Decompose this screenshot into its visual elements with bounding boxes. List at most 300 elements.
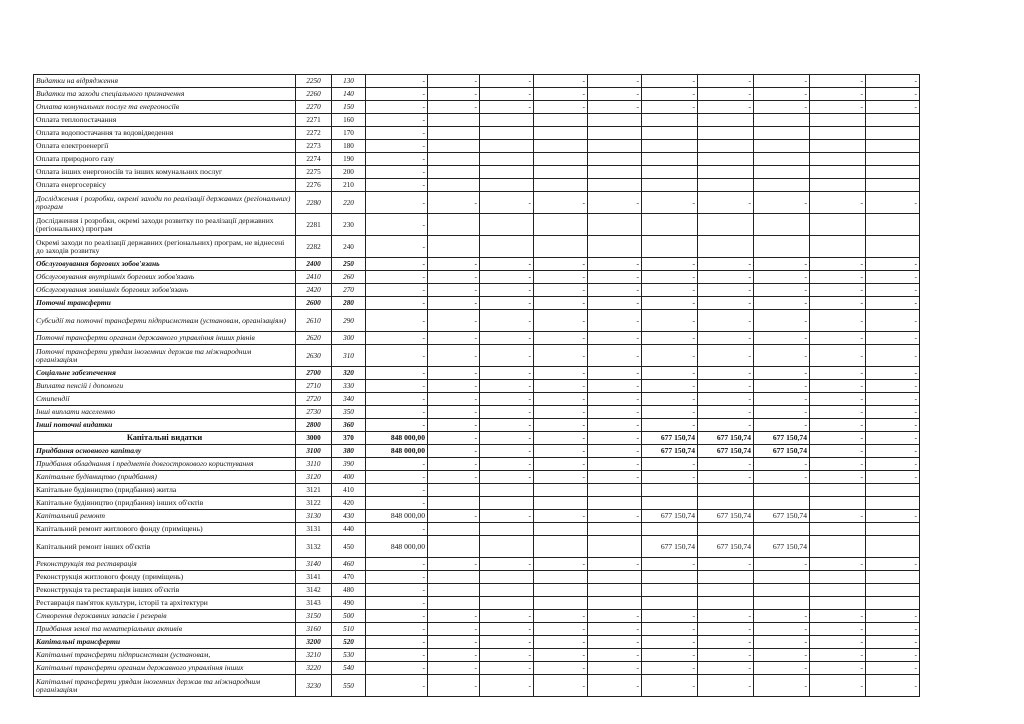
row-value-cell: - <box>754 393 810 406</box>
row-line-number: 480 <box>332 584 366 597</box>
row-value-cell <box>642 571 698 584</box>
row-label: Оплата електроенергії <box>34 140 296 153</box>
row-value-cell: - <box>480 432 534 445</box>
table-row <box>34 297 920 310</box>
row-value-cell: - <box>642 471 698 484</box>
row-value-cell: - <box>642 662 698 675</box>
row-value-cell: - <box>428 662 480 675</box>
row-value-cell: - <box>366 127 428 140</box>
row-value-cell: - <box>428 510 480 523</box>
row-value-cell: - <box>866 297 920 310</box>
row-value-cell: - <box>480 445 534 458</box>
row-value-cell: - <box>428 367 480 380</box>
row-code: 3143 <box>296 597 332 610</box>
table-row <box>34 284 920 297</box>
row-value-cell <box>698 214 754 236</box>
row-value-cell: - <box>480 649 534 662</box>
row-code: 3131 <box>296 523 332 536</box>
row-value-cell <box>588 523 642 536</box>
row-value-cell: - <box>588 393 642 406</box>
table-row <box>34 432 920 445</box>
row-line-number: 370 <box>332 432 366 445</box>
table-row <box>34 558 920 571</box>
row-value-cell <box>698 127 754 140</box>
row-value-cell: - <box>866 675 920 697</box>
row-label: Обслуговування зовнішніх боргових зобов'язань <box>34 284 296 297</box>
row-value-cell: - <box>428 432 480 445</box>
row-value-cell <box>642 523 698 536</box>
row-line-number: 550 <box>332 675 366 697</box>
row-value-cell <box>642 497 698 510</box>
row-value-cell: - <box>698 649 754 662</box>
table-row <box>34 419 920 432</box>
row-label: Капітальний ремонт <box>34 510 296 523</box>
row-label: Виплата пенсій і допомоги <box>34 380 296 393</box>
row-value-cell <box>480 179 534 192</box>
row-value-cell: - <box>366 458 428 471</box>
row-value-cell <box>480 236 534 258</box>
row-value-cell <box>588 236 642 258</box>
row-value-cell: - <box>754 675 810 697</box>
row-line-number: 360 <box>332 419 366 432</box>
row-value-cell: - <box>480 284 534 297</box>
row-value-cell: - <box>754 284 810 297</box>
row-line-number: 490 <box>332 597 366 610</box>
row-value-cell: - <box>698 101 754 114</box>
row-value-cell: - <box>866 380 920 393</box>
row-value-cell: - <box>810 367 866 380</box>
table-row <box>34 571 920 584</box>
row-value-cell <box>810 584 866 597</box>
row-value-cell: - <box>534 367 588 380</box>
row-value-cell: - <box>366 271 428 284</box>
row-line-number: 300 <box>332 332 366 345</box>
row-value-cell: - <box>698 367 754 380</box>
row-value-cell: - <box>588 88 642 101</box>
row-value-cell: - <box>428 101 480 114</box>
row-value-cell: - <box>534 662 588 675</box>
row-value-cell <box>698 597 754 610</box>
row-value-cell: - <box>534 471 588 484</box>
row-value-cell <box>480 214 534 236</box>
row-code: 3132 <box>296 536 332 558</box>
row-value-cell <box>810 179 866 192</box>
row-code: 3200 <box>296 636 332 649</box>
table-row <box>34 127 920 140</box>
table-row <box>34 610 920 623</box>
row-label: Придбання землі та нематеріальних активів <box>34 623 296 636</box>
row-value-cell: - <box>810 471 866 484</box>
row-value-cell <box>642 114 698 127</box>
row-code: 2281 <box>296 214 332 236</box>
row-value-cell: - <box>810 623 866 636</box>
row-value-cell: - <box>642 332 698 345</box>
row-value-cell <box>866 571 920 584</box>
row-value-cell: - <box>366 662 428 675</box>
row-value-cell: - <box>866 393 920 406</box>
row-value-cell <box>754 484 810 497</box>
row-line-number: 190 <box>332 153 366 166</box>
row-value-cell: - <box>642 649 698 662</box>
row-value-cell: - <box>754 662 810 675</box>
row-code: 3210 <box>296 649 332 662</box>
row-value-cell: - <box>866 271 920 284</box>
row-value-cell: - <box>698 345 754 367</box>
row-value-cell <box>754 140 810 153</box>
table-row <box>34 258 920 271</box>
row-code: 2280 <box>296 192 332 214</box>
row-value-cell <box>810 153 866 166</box>
row-value-cell: 848 000,00 <box>366 510 428 523</box>
row-code: 3160 <box>296 623 332 636</box>
row-value-cell <box>810 484 866 497</box>
row-value-cell: - <box>754 258 810 271</box>
table-row <box>34 380 920 393</box>
row-value-cell <box>534 497 588 510</box>
table-row <box>34 458 920 471</box>
table-row <box>34 406 920 419</box>
row-value-cell <box>534 114 588 127</box>
row-value-cell <box>754 523 810 536</box>
row-value-cell: - <box>588 419 642 432</box>
row-value-cell: - <box>534 284 588 297</box>
row-line-number: 430 <box>332 510 366 523</box>
row-value-cell: - <box>698 610 754 623</box>
row-value-cell: - <box>480 192 534 214</box>
row-value-cell: - <box>480 367 534 380</box>
row-value-cell: - <box>810 558 866 571</box>
row-value-cell: - <box>534 88 588 101</box>
row-code: 3110 <box>296 458 332 471</box>
row-value-cell: - <box>810 393 866 406</box>
row-value-cell: - <box>698 258 754 271</box>
row-value-cell <box>810 236 866 258</box>
row-value-cell <box>642 179 698 192</box>
row-value-cell: - <box>428 458 480 471</box>
row-label: Придбання основного капіталу <box>34 445 296 458</box>
row-value-cell: - <box>588 445 642 458</box>
row-value-cell: - <box>534 636 588 649</box>
row-value-cell: - <box>754 367 810 380</box>
row-label: Капітальні трансферти <box>34 636 296 649</box>
row-value-cell: - <box>754 380 810 393</box>
row-value-cell <box>698 114 754 127</box>
row-value-cell: - <box>810 445 866 458</box>
row-value-cell: - <box>810 510 866 523</box>
row-value-cell: - <box>480 332 534 345</box>
row-label: Капітальні трансферти урядам іноземних держав та міжнародним організаціям <box>34 675 296 697</box>
row-value-cell <box>866 523 920 536</box>
row-value-cell: - <box>480 558 534 571</box>
row-line-number: 160 <box>332 114 366 127</box>
row-value-cell: - <box>366 380 428 393</box>
row-line-number: 290 <box>332 310 366 332</box>
row-value-cell: - <box>810 419 866 432</box>
row-value-cell: - <box>480 345 534 367</box>
row-value-cell: - <box>588 75 642 88</box>
row-value-cell <box>480 166 534 179</box>
row-value-cell <box>428 536 480 558</box>
row-line-number: 530 <box>332 649 366 662</box>
row-value-cell: - <box>588 367 642 380</box>
row-line-number: 440 <box>332 523 366 536</box>
row-code: 2420 <box>296 284 332 297</box>
row-label: Соціальне забезпечення <box>34 367 296 380</box>
row-value-cell: - <box>480 297 534 310</box>
table-row <box>34 214 920 236</box>
row-value-cell <box>480 523 534 536</box>
row-line-number: 470 <box>332 571 366 584</box>
row-value-cell: - <box>534 623 588 636</box>
row-value-cell: - <box>866 284 920 297</box>
row-value-cell <box>588 597 642 610</box>
row-value-cell: 677 150,74 <box>698 432 754 445</box>
row-value-cell: - <box>366 406 428 419</box>
row-value-cell: - <box>754 310 810 332</box>
row-code: 2276 <box>296 179 332 192</box>
row-code: 2274 <box>296 153 332 166</box>
row-code: 3142 <box>296 584 332 597</box>
row-value-cell <box>428 236 480 258</box>
row-value-cell: - <box>366 484 428 497</box>
row-value-cell: 677 150,74 <box>642 445 698 458</box>
row-value-cell: - <box>534 101 588 114</box>
row-value-cell: - <box>866 419 920 432</box>
row-value-cell: - <box>366 571 428 584</box>
row-value-cell: - <box>480 662 534 675</box>
row-line-number: 240 <box>332 236 366 258</box>
row-value-cell: - <box>754 610 810 623</box>
row-value-cell: - <box>534 297 588 310</box>
row-value-cell: - <box>866 458 920 471</box>
row-value-cell <box>534 523 588 536</box>
row-value-cell: - <box>754 297 810 310</box>
row-value-cell <box>698 571 754 584</box>
row-value-cell: - <box>810 406 866 419</box>
row-value-cell <box>428 584 480 597</box>
row-code: 2700 <box>296 367 332 380</box>
row-value-cell: - <box>366 393 428 406</box>
row-value-cell <box>480 536 534 558</box>
row-value-cell: - <box>642 419 698 432</box>
row-value-cell: - <box>480 258 534 271</box>
row-value-cell <box>810 597 866 610</box>
row-code: 2620 <box>296 332 332 345</box>
row-code: 3122 <box>296 497 332 510</box>
row-line-number: 510 <box>332 623 366 636</box>
row-value-cell: - <box>642 88 698 101</box>
table-row <box>34 101 920 114</box>
row-value-cell: - <box>366 153 428 166</box>
row-value-cell: - <box>810 458 866 471</box>
row-value-cell <box>534 536 588 558</box>
row-value-cell: - <box>366 140 428 153</box>
row-value-cell: - <box>588 332 642 345</box>
row-value-cell: - <box>698 406 754 419</box>
row-value-cell <box>428 484 480 497</box>
row-value-cell: - <box>366 558 428 571</box>
row-line-number: 380 <box>332 445 366 458</box>
row-value-cell: - <box>428 636 480 649</box>
row-value-cell: - <box>588 345 642 367</box>
row-line-number: 450 <box>332 536 366 558</box>
row-value-cell: - <box>366 284 428 297</box>
row-code: 3220 <box>296 662 332 675</box>
row-label: Поточні трансферти органам державного управління інших рівнів <box>34 332 296 345</box>
row-value-cell <box>754 236 810 258</box>
row-code: 2600 <box>296 297 332 310</box>
row-value-cell: - <box>534 75 588 88</box>
row-value-cell: - <box>480 610 534 623</box>
row-value-cell <box>642 140 698 153</box>
row-line-number: 250 <box>332 258 366 271</box>
row-value-cell: - <box>642 406 698 419</box>
row-label: Стипендії <box>34 393 296 406</box>
row-value-cell: - <box>866 610 920 623</box>
row-value-cell: - <box>642 101 698 114</box>
row-value-cell <box>642 214 698 236</box>
row-label: Обслуговування боргових зобов'язань <box>34 258 296 271</box>
row-value-cell: - <box>642 623 698 636</box>
row-value-cell <box>588 179 642 192</box>
table-row <box>34 75 920 88</box>
row-value-cell <box>866 179 920 192</box>
row-value-cell: - <box>754 636 810 649</box>
row-value-cell: - <box>866 332 920 345</box>
row-value-cell: - <box>588 458 642 471</box>
row-value-cell: - <box>428 192 480 214</box>
row-value-cell: - <box>534 406 588 419</box>
row-value-cell <box>588 584 642 597</box>
row-value-cell: - <box>428 675 480 697</box>
row-value-cell: - <box>480 406 534 419</box>
table-row <box>34 636 920 649</box>
row-value-cell: - <box>754 406 810 419</box>
row-value-cell <box>866 114 920 127</box>
row-value-cell: - <box>534 332 588 345</box>
row-value-cell <box>588 166 642 179</box>
row-value-cell: - <box>366 471 428 484</box>
row-value-cell: - <box>642 380 698 393</box>
row-value-cell <box>428 497 480 510</box>
row-line-number: 170 <box>332 127 366 140</box>
row-value-cell: - <box>698 284 754 297</box>
row-value-cell: - <box>366 345 428 367</box>
row-label: Капітальний ремонт інших об'єктів <box>34 536 296 558</box>
row-code: 2271 <box>296 114 332 127</box>
row-value-cell <box>480 153 534 166</box>
row-value-cell <box>642 484 698 497</box>
row-value-cell: - <box>642 271 698 284</box>
row-value-cell: - <box>754 75 810 88</box>
row-value-cell <box>698 236 754 258</box>
row-value-cell: - <box>810 649 866 662</box>
row-line-number: 340 <box>332 393 366 406</box>
row-value-cell: - <box>754 88 810 101</box>
row-value-cell: - <box>588 471 642 484</box>
row-line-number: 540 <box>332 662 366 675</box>
row-value-cell <box>480 497 534 510</box>
row-value-cell: - <box>366 192 428 214</box>
row-value-cell: - <box>428 297 480 310</box>
row-value-cell: - <box>754 649 810 662</box>
row-value-cell: - <box>480 75 534 88</box>
row-value-cell <box>588 127 642 140</box>
table-row <box>34 393 920 406</box>
row-value-cell: - <box>428 380 480 393</box>
row-value-cell <box>754 114 810 127</box>
table-row <box>34 597 920 610</box>
row-value-cell <box>428 179 480 192</box>
row-code: 2410 <box>296 271 332 284</box>
table-row <box>34 345 920 367</box>
row-value-cell: - <box>866 558 920 571</box>
row-value-cell: - <box>428 406 480 419</box>
row-value-cell <box>428 597 480 610</box>
row-value-cell: - <box>810 332 866 345</box>
row-value-cell: - <box>642 636 698 649</box>
table-row <box>34 536 920 558</box>
table-row <box>34 584 920 597</box>
row-value-cell <box>698 166 754 179</box>
row-value-cell: - <box>810 610 866 623</box>
table-row <box>34 192 920 214</box>
row-value-cell: - <box>366 179 428 192</box>
row-code: 2630 <box>296 345 332 367</box>
row-value-cell: 677 150,74 <box>642 510 698 523</box>
row-line-number: 130 <box>332 75 366 88</box>
row-value-cell <box>754 179 810 192</box>
row-value-cell <box>810 571 866 584</box>
row-value-cell <box>534 584 588 597</box>
row-label: Реконструкція житлового фонду (приміщень) <box>34 571 296 584</box>
row-value-cell <box>642 166 698 179</box>
row-code: 3120 <box>296 471 332 484</box>
row-value-cell: - <box>642 367 698 380</box>
row-value-cell: - <box>642 675 698 697</box>
row-label: Поточні трансферти урядам іноземних держав та міжнародним організаціям <box>34 345 296 367</box>
row-value-cell: - <box>754 345 810 367</box>
row-value-cell <box>534 140 588 153</box>
row-value-cell <box>698 484 754 497</box>
row-value-cell: - <box>642 393 698 406</box>
row-value-cell: - <box>480 510 534 523</box>
row-value-cell <box>428 153 480 166</box>
row-value-cell: 677 150,74 <box>642 432 698 445</box>
row-value-cell: - <box>642 310 698 332</box>
row-value-cell: - <box>534 380 588 393</box>
row-value-cell: - <box>366 584 428 597</box>
row-value-cell <box>428 114 480 127</box>
row-value-cell <box>866 166 920 179</box>
row-value-cell <box>810 140 866 153</box>
table-row <box>34 153 920 166</box>
row-line-number: 500 <box>332 610 366 623</box>
row-value-cell: 677 150,74 <box>754 432 810 445</box>
table-row <box>34 649 920 662</box>
row-value-cell <box>534 153 588 166</box>
row-value-cell: - <box>480 623 534 636</box>
row-value-cell: - <box>698 623 754 636</box>
row-value-cell: - <box>480 393 534 406</box>
row-value-cell: - <box>588 623 642 636</box>
row-value-cell <box>534 484 588 497</box>
row-value-cell: - <box>698 558 754 571</box>
row-value-cell <box>534 571 588 584</box>
row-value-cell: - <box>428 623 480 636</box>
row-code: 3150 <box>296 610 332 623</box>
row-code: 2710 <box>296 380 332 393</box>
